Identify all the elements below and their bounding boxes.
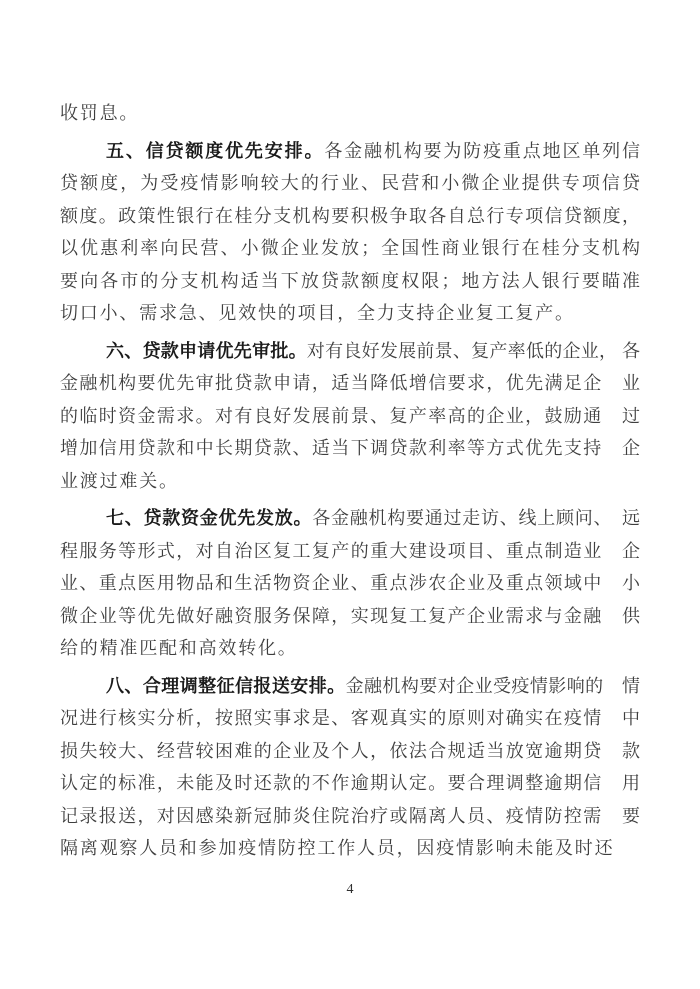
text-line: [60, 432, 640, 465]
line-text: 各金融机构要通过走访、线上顾问、 远: [312, 508, 640, 528]
line-text: 记录报送，对因感染新冠肺炎住院治疗或隔离人员、疫情防控需 要: [60, 805, 640, 826]
text-line: [60, 600, 640, 633]
line-text: 额度。政策性银行在桂分支机构要积极争取各自总行专项信贷额度，: [60, 205, 640, 226]
line-text: 收罚息。: [60, 103, 140, 123]
line-text: 增加信用贷款和中长期贷款、适当下调贷款利率等方式优先支持 企: [60, 438, 640, 458]
line-text: 业渡过难关。: [60, 470, 179, 491]
line-text: 给的精准匹配和高效转化。: [60, 638, 298, 658]
line-text: 各金融机构要为防疫重点地区单列信: [324, 140, 641, 161]
page-number: 4: [346, 882, 354, 897]
line-text: 要向各市的分支机构适当下放贷款额度权限；地方法人银行要瞄准: [60, 270, 640, 291]
section-heading: 七、贷款资金优先发放。: [106, 508, 313, 528]
text-line: [60, 297, 640, 330]
text-line: [60, 832, 640, 865]
text-line: [60, 735, 640, 768]
document-body: [60, 97, 640, 865]
text-line: [60, 800, 640, 833]
line-text: 的临时资金需求。对有良好发展前景、复产率高的企业，鼓励通 过: [60, 405, 640, 426]
text-line: [60, 232, 640, 265]
line-text: 隔离观察人员和参加疫情防控工作人员，因疫情影响未能及时还: [60, 838, 615, 858]
line-text: 微企业等优先做好融资服务保障，实现复工复产企业需求与金融 供: [60, 605, 640, 626]
text-line: [60, 400, 640, 433]
line-text: 切口小、需求急、见效快的项目，全力支持企业复工复产。: [60, 303, 575, 323]
text-line: [60, 767, 640, 800]
text-line: [60, 632, 640, 665]
text-line: [60, 465, 640, 498]
section-heading: 八、合理调整征信报送安排。: [106, 675, 346, 696]
text-line: [60, 167, 640, 200]
line-text: 对有良好发展前景、复产率低的企业， 各: [306, 340, 640, 361]
text-line: [60, 567, 640, 600]
text-line: [60, 702, 640, 735]
text-line: [60, 265, 640, 298]
line-text: 贷额度，为受疫情影响较大的行业、民营和小微企业提供专项信贷: [60, 173, 640, 193]
line-text: 损失较大、经营较困难的企业及个人，依法合规适当放宽逾期贷 款: [60, 740, 640, 761]
text-line: [60, 502, 640, 535]
text-line: [60, 535, 640, 568]
text-line: [60, 367, 640, 400]
line-text: 以优惠利率向民营、小微企业发放；全国性商业银行在桂分支机构: [60, 238, 640, 258]
line-text: 金融机构要优先审批贷款申请，适当降低增信要求，优先满足企 业: [60, 373, 640, 393]
line-text: 程服务等形式，对自治区复工复产的重大建设项目、重点制造业 企: [60, 540, 640, 561]
text-line: [60, 670, 640, 703]
line-text: 业、重点医用物品和生活物资企业、重点涉农企业及重点领域中 小: [60, 573, 640, 593]
line-text: 金融机构要对企业受疫情影响的 情: [345, 675, 641, 696]
line-text: 况进行核实分析，按照实事求是、客观真实的原则对确实在疫情 中: [60, 708, 640, 728]
text-line: [60, 135, 640, 168]
text-line: [60, 335, 640, 368]
section-heading: 六、贷款申请优先审批。: [106, 340, 307, 361]
text-line: [60, 200, 640, 233]
text-line: [60, 97, 640, 130]
section-heading: 五、信贷额度优先安排。: [106, 140, 325, 161]
line-text: 认定的标准，未能及时还款的不作逾期认定。要合理调整逾期信 用: [60, 773, 640, 793]
